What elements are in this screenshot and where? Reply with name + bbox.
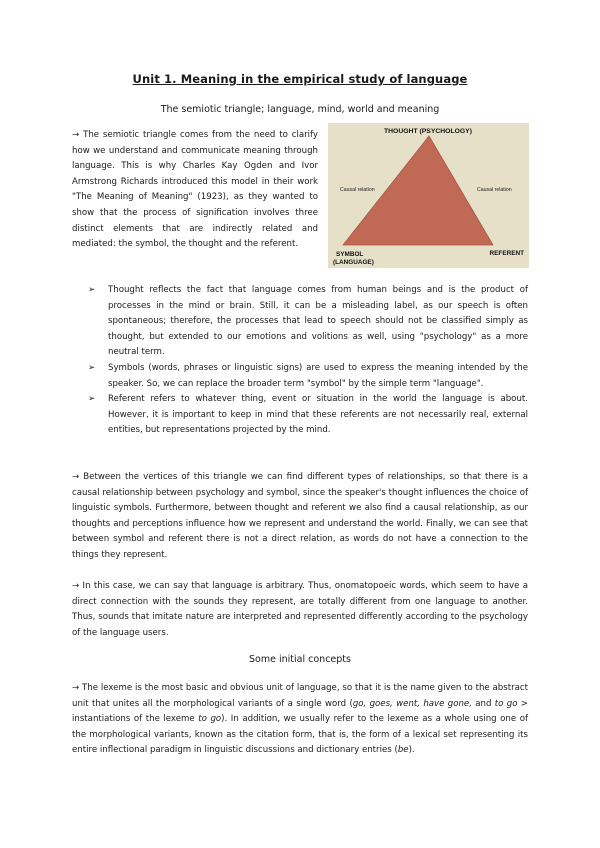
text-run: > instantiations of the lexeme [72,698,529,725]
intro-paragraph: → The semiotic triangle comes from the need to clarify how we understand and communicate meaning through language. This is why Charles Kay Ogden and Ivor Armstrong Richards introduced this model in their work "The Meaning of Meaning" (1923), as they wanted to show that the process of signification involves three distinct elements that are indirectly related and mediated: the symbol, the thought and the referent. [72,130,318,250]
italic-text-run: to go [198,714,222,725]
relationships-paragraph: → Between the vertices of this triangle we can find different types of relationships, so that there is a causal relationship between psychology and symbol, since the speaker's thought influences the choice of linguistic symbols. Furthermore, between thought and referent we also find a causal relationship, as our thoughts and perceptions influence how we represent and understand the world. Finally, we can see that between symbol and referent there is not a direct relation, as words do not have a connection to the things they represent. [72,472,528,560]
semiotic-triangle-figure [328,123,529,268]
italic-text-run: be [397,745,409,756]
text-run: → The lexeme is the most basic and obvious unit of language, so that it is the name given to the abstract unit that unites all the morphological variants of a single word ( [72,683,528,709]
arrow-bullet-icon: ➢ [88,394,96,405]
list-item [88,283,528,361]
list-item [88,392,528,439]
arrow-bullet-icon: ➢ [88,285,96,295]
italic-text-run: to go [494,698,518,709]
referent-label: REFERENT [489,250,524,257]
arbitrariness-paragraph: → In this case, we can say that language is arbitrary. Thus, onomatopoeic words, which seem to have a direct connection with the sounds they represent, are totally different from one language to another. Thus, sounds that imitate nature are interpreted and represented differently according to the psychology of the language users. [72,581,528,638]
list-item-text: Referent refers to whatever thing, event or situation in the world the language is about. However, it is important to keep in mind that these referents are not necessarily real, external entities, but representations projected by the mind. [108,394,528,436]
italic-text-run: go, goes, went, have gone, [352,698,472,709]
right-relation-label: Causal relation [477,187,512,193]
symbol-label: SYMBOL [336,251,364,258]
language-label: (LANGUAGE) [333,259,374,266]
page-subtitle: The semiotic triangle; language, mind, world and meaning [160,104,440,115]
list-item [88,361,528,392]
section-heading: Some initial concepts [249,654,351,665]
triangle-elements-list [88,283,528,439]
list-item-text: Symbols (words, phrases or linguistic signs) are used to express the meaning intended by the speaker. So, we can replace the broader term "symbol" by the simple term "language". [108,362,528,389]
text-run: and [471,698,495,709]
arrow-bullet-icon: ➢ [88,362,96,373]
list-item-text: Thought reflects the fact that language comes from human beings and is the product of processes in the mind or brain. Still, it can be a misleading label, as our speech is often spontaneous; therefore, the processes that lead to speech should not be classified simply as thought, but extended to our emotions and volitions as well, using "psychology" as a more neutral term. [108,285,528,358]
thought-label: THOUGHT (PSYCHOLOGY) [384,128,472,135]
text-run: ). In addition, we usually refer to the lexeme as a whole using one of the morphological variants, known as the citation form, that is, the form of a lexical set representing its entire inflectional paradigm in linguistic discussions and dictionary entries ( [72,714,528,756]
page-title: Unit 1. Meaning in the empirical study of language [132,72,468,86]
left-relation-label: Causal relation [340,187,375,193]
semiotic-triangle-diagram [328,123,529,268]
lexeme-paragraph [72,681,528,759]
text-run: ). [408,745,415,756]
